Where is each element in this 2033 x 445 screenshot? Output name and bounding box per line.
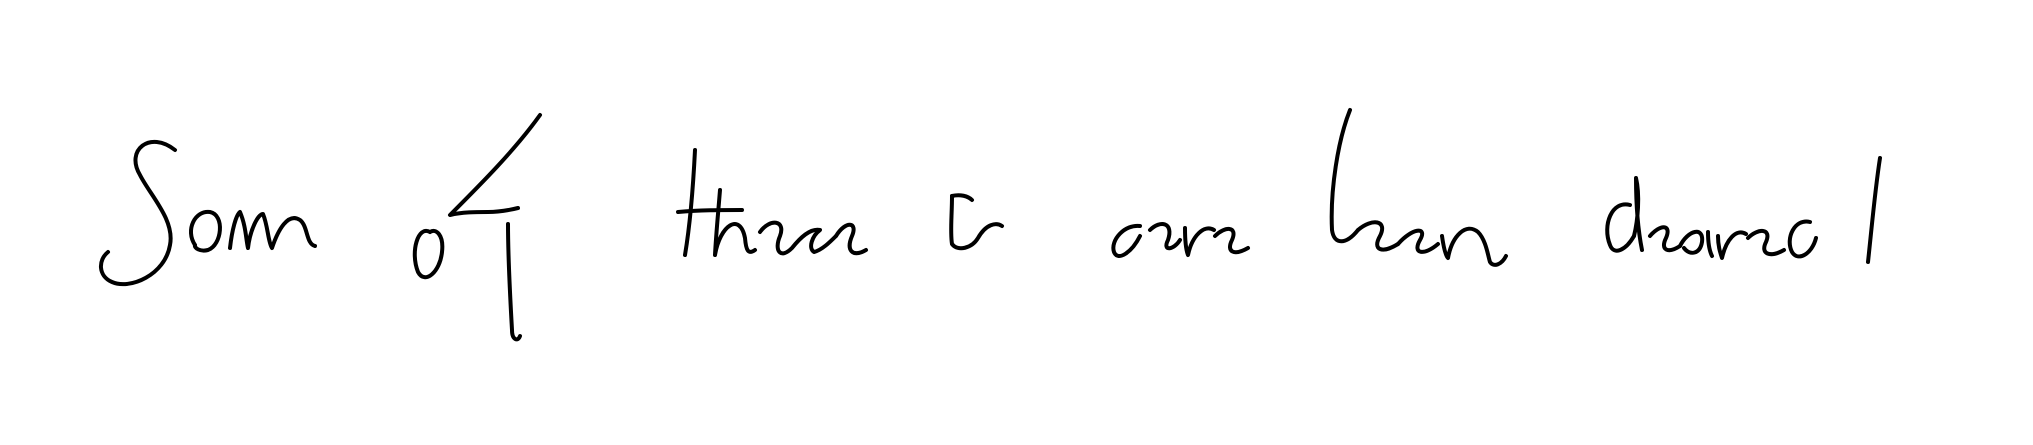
word-to	[951, 195, 1002, 248]
word-care	[1113, 224, 1248, 256]
word-of	[415, 115, 540, 339]
word-these	[678, 150, 866, 255]
word-some	[101, 142, 315, 284]
word-been	[1332, 110, 1506, 265]
word-desired	[1607, 158, 1880, 262]
